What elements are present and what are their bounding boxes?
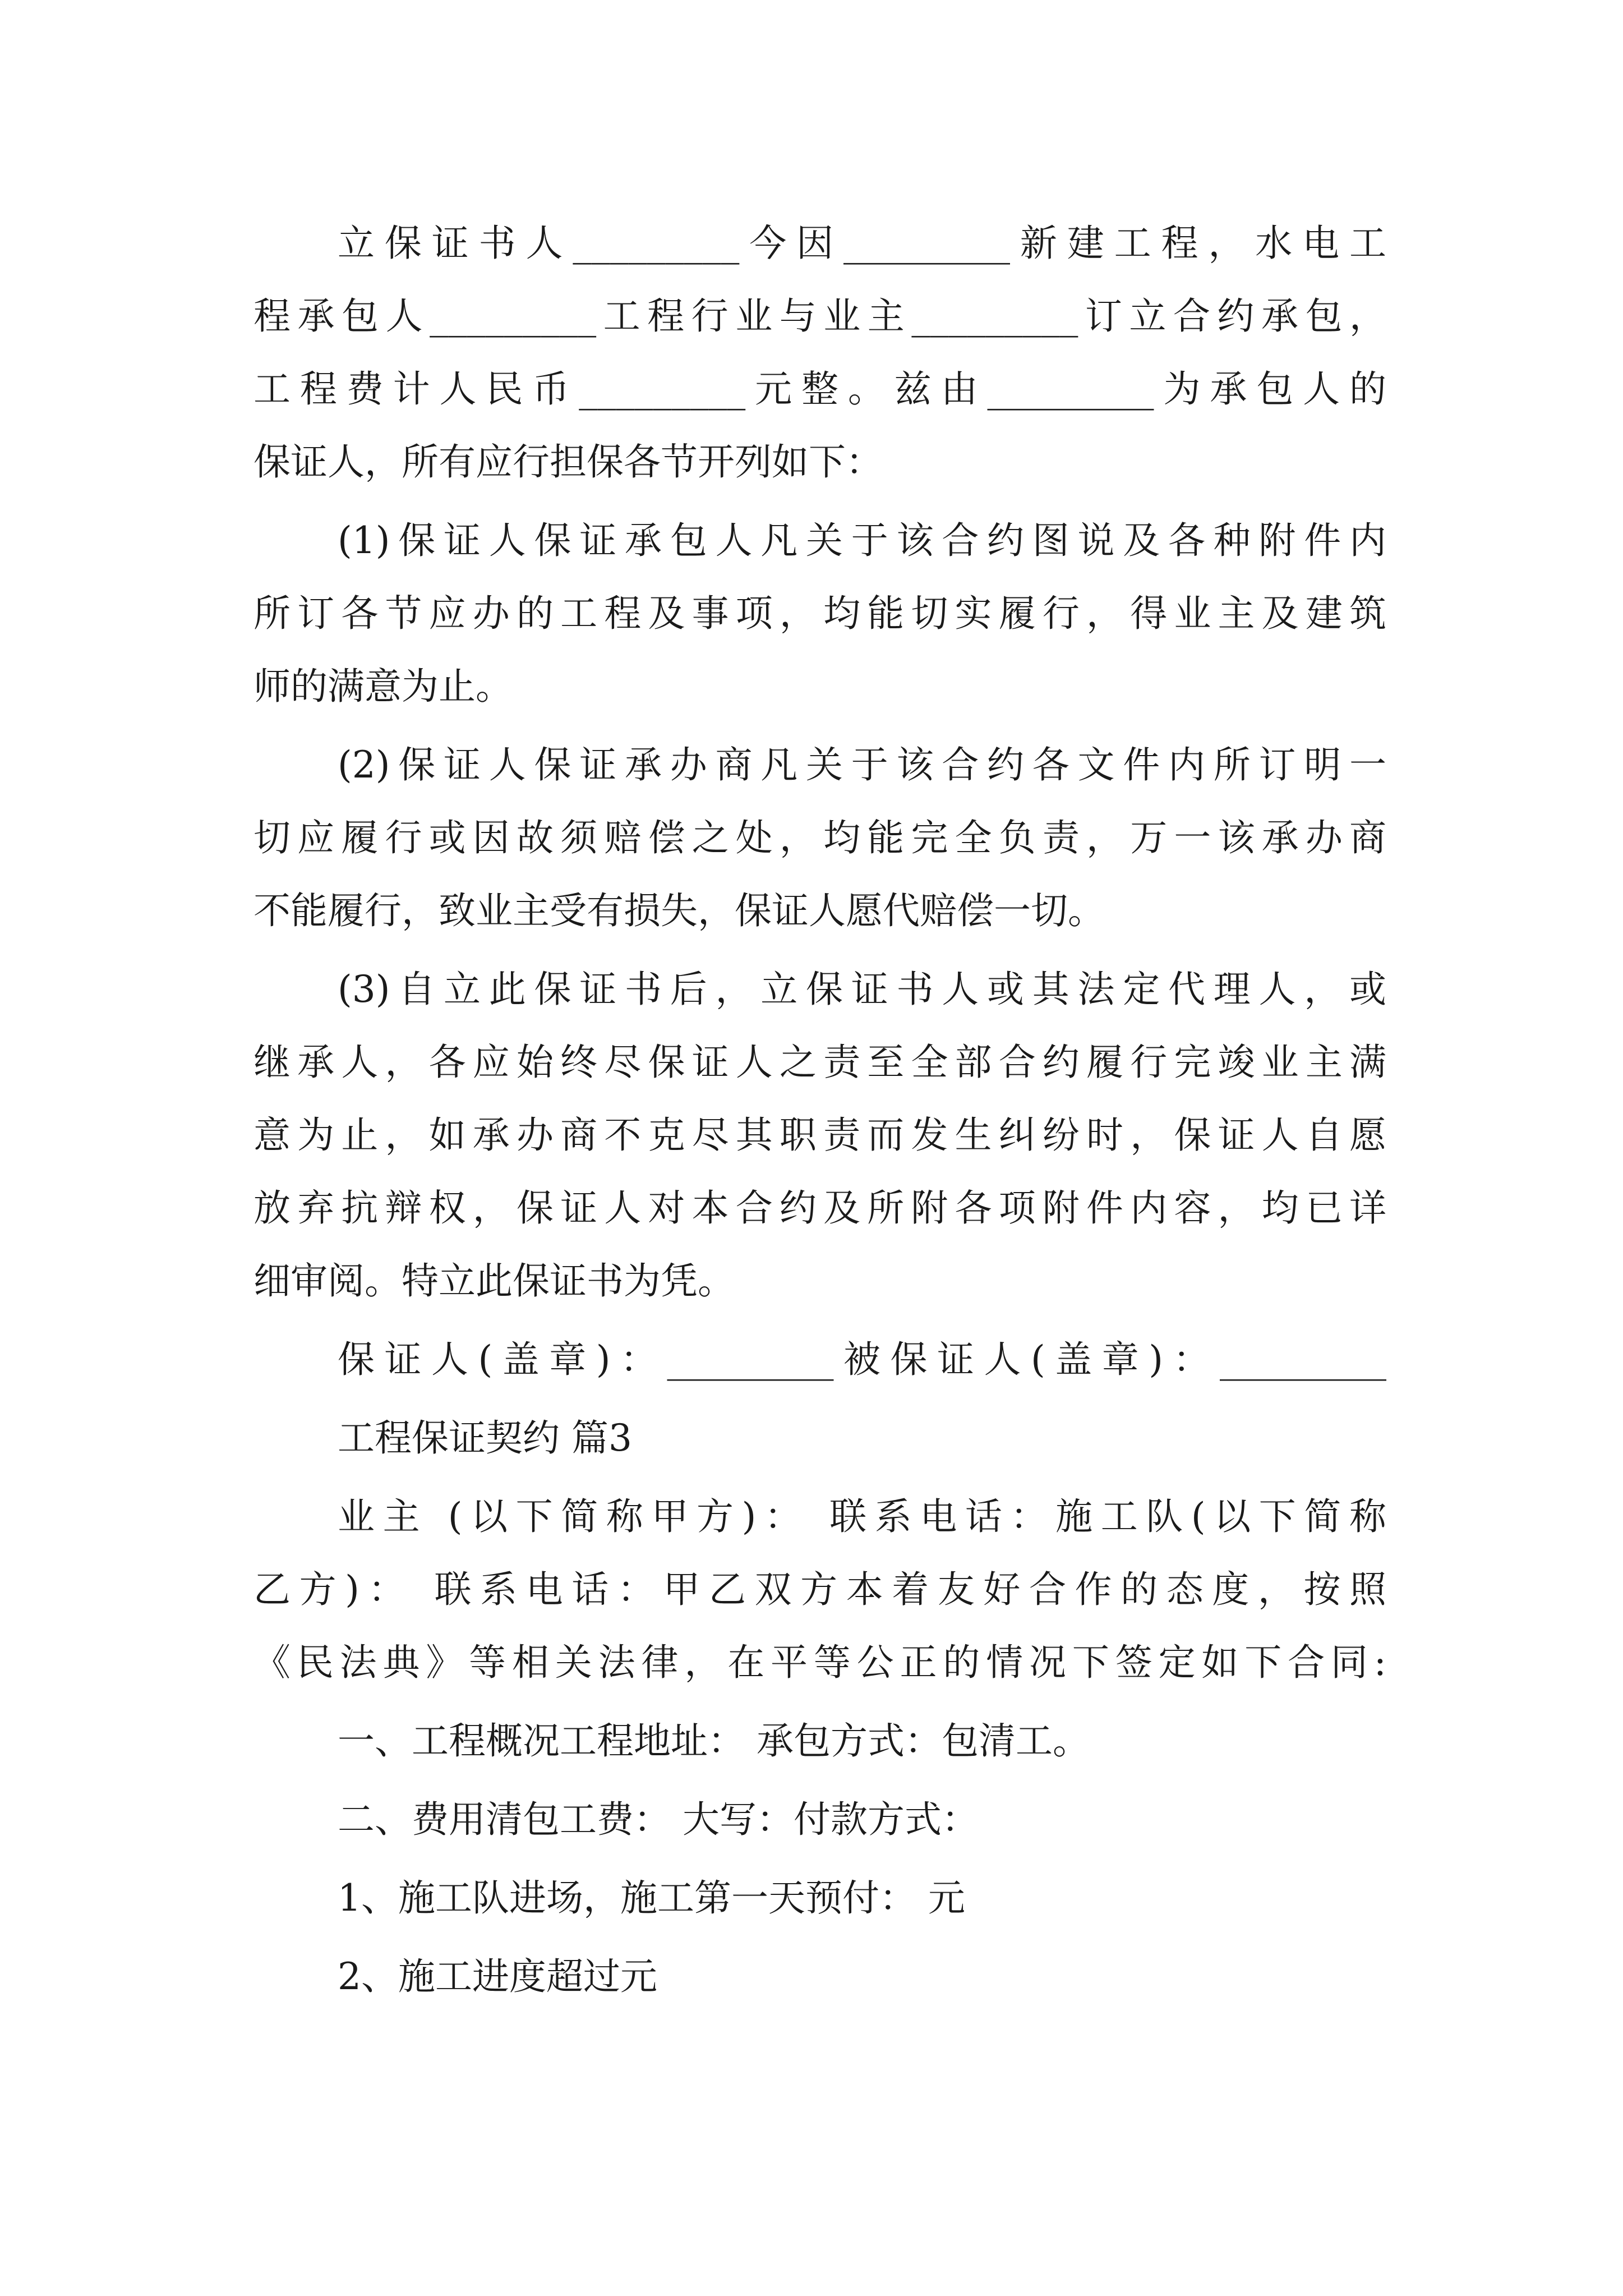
clause-2 bbox=[338, 726, 1386, 804]
text-line: 细审阅。特立此保证书为凭。 bbox=[253, 1259, 735, 1303]
text-line: 业主 (以下简称甲方)： 联系电话：施工队(以下简称 bbox=[338, 1495, 1386, 1538]
clause-3 bbox=[338, 950, 1386, 1029]
text-line bbox=[253, 1242, 1386, 1320]
signature-line bbox=[338, 1320, 1386, 1399]
section-fees bbox=[338, 1780, 1386, 1859]
text-line bbox=[253, 799, 1386, 877]
text-line: 一、工程概况工程地址： 承包方式：包清工。 bbox=[338, 1719, 1090, 1763]
text-line: 乙方)： 联系电话：甲乙双方本着友好合作的态度，按照 bbox=[253, 1568, 1386, 1611]
text-line bbox=[253, 1096, 1386, 1175]
text-line: 不能履行，致业主受有损失，保证人愿代赔偿一切。 bbox=[253, 889, 1105, 932]
text-line: 意为止，如承办商不克尽其职责而发生纠纷时，保证人自愿 bbox=[253, 1114, 1386, 1157]
text-line: 继承人，各应始终尽保证人之责至全部合约履行完竣业主满 bbox=[253, 1041, 1386, 1084]
section-project-overview bbox=[338, 1702, 1386, 1780]
text-line: 切应履行或因故须赔偿之处，均能完全负责，万一该承办商 bbox=[253, 816, 1386, 859]
paragraph-guarantor-intro bbox=[338, 204, 1386, 283]
text-line: 所订各节应办的工程及事项，均能切实履行，得业主及建筑 bbox=[253, 592, 1386, 635]
text-line: 保证人，所有应行担保各节开列如下： bbox=[253, 440, 883, 484]
text-line: 1、施工队进场，施工第一天预付： 元 bbox=[338, 1876, 965, 1920]
text-line bbox=[253, 1550, 1386, 1629]
text-line bbox=[253, 872, 1386, 950]
text-line bbox=[253, 1169, 1386, 1248]
text-line: 《民法典》等相关法律，在平等公正的情况下签定如下合同: bbox=[253, 1641, 1386, 1684]
text-line: 放弃抗辩权，保证人对本合约及所附各项附件内容，均已详 bbox=[253, 1186, 1386, 1230]
text-line: 师的满意为止。 bbox=[253, 665, 513, 708]
text-line: 工程费计人民币_________元整。兹由_________为承包人的 bbox=[253, 367, 1386, 411]
text-line: (2)保证人保证承办商凡关于该合约各文件内所订明一 bbox=[338, 743, 1386, 786]
text-line bbox=[253, 423, 1386, 501]
text-line: (3)自立此保证书后，立保证书人或其法定代理人，或 bbox=[338, 968, 1386, 1011]
text-line: 工程保证契约 篇3 bbox=[338, 1416, 632, 1460]
payment-item-1 bbox=[338, 1859, 1386, 1938]
text-line: (1)保证人保证承包人凡关于该合约图说及各种附件内 bbox=[338, 519, 1386, 562]
text-line bbox=[253, 574, 1386, 653]
text-line: 二、费用清包工费： 大写：付款方式： bbox=[338, 1798, 979, 1841]
clause-1 bbox=[338, 501, 1386, 580]
text-line: 程承包人_________工程行业与业主_________订立合约承包， bbox=[253, 295, 1386, 338]
text-line: 保证人(盖章)：_________被保证人(盖章)：_________ bbox=[338, 1338, 1386, 1381]
text-line: 立保证书人_________今因_________新建工程，水电工 bbox=[338, 222, 1386, 265]
text-line bbox=[253, 647, 1386, 726]
payment-item-2 bbox=[338, 1938, 1386, 2016]
text-line bbox=[253, 350, 1386, 429]
text-line bbox=[253, 1023, 1386, 1102]
section-heading bbox=[338, 1399, 1386, 1478]
text-line bbox=[253, 1623, 1386, 1702]
text-line bbox=[253, 277, 1386, 356]
text-line: 2、施工进度超过元 bbox=[338, 1955, 657, 1998]
contract-parties bbox=[338, 1478, 1386, 1556]
